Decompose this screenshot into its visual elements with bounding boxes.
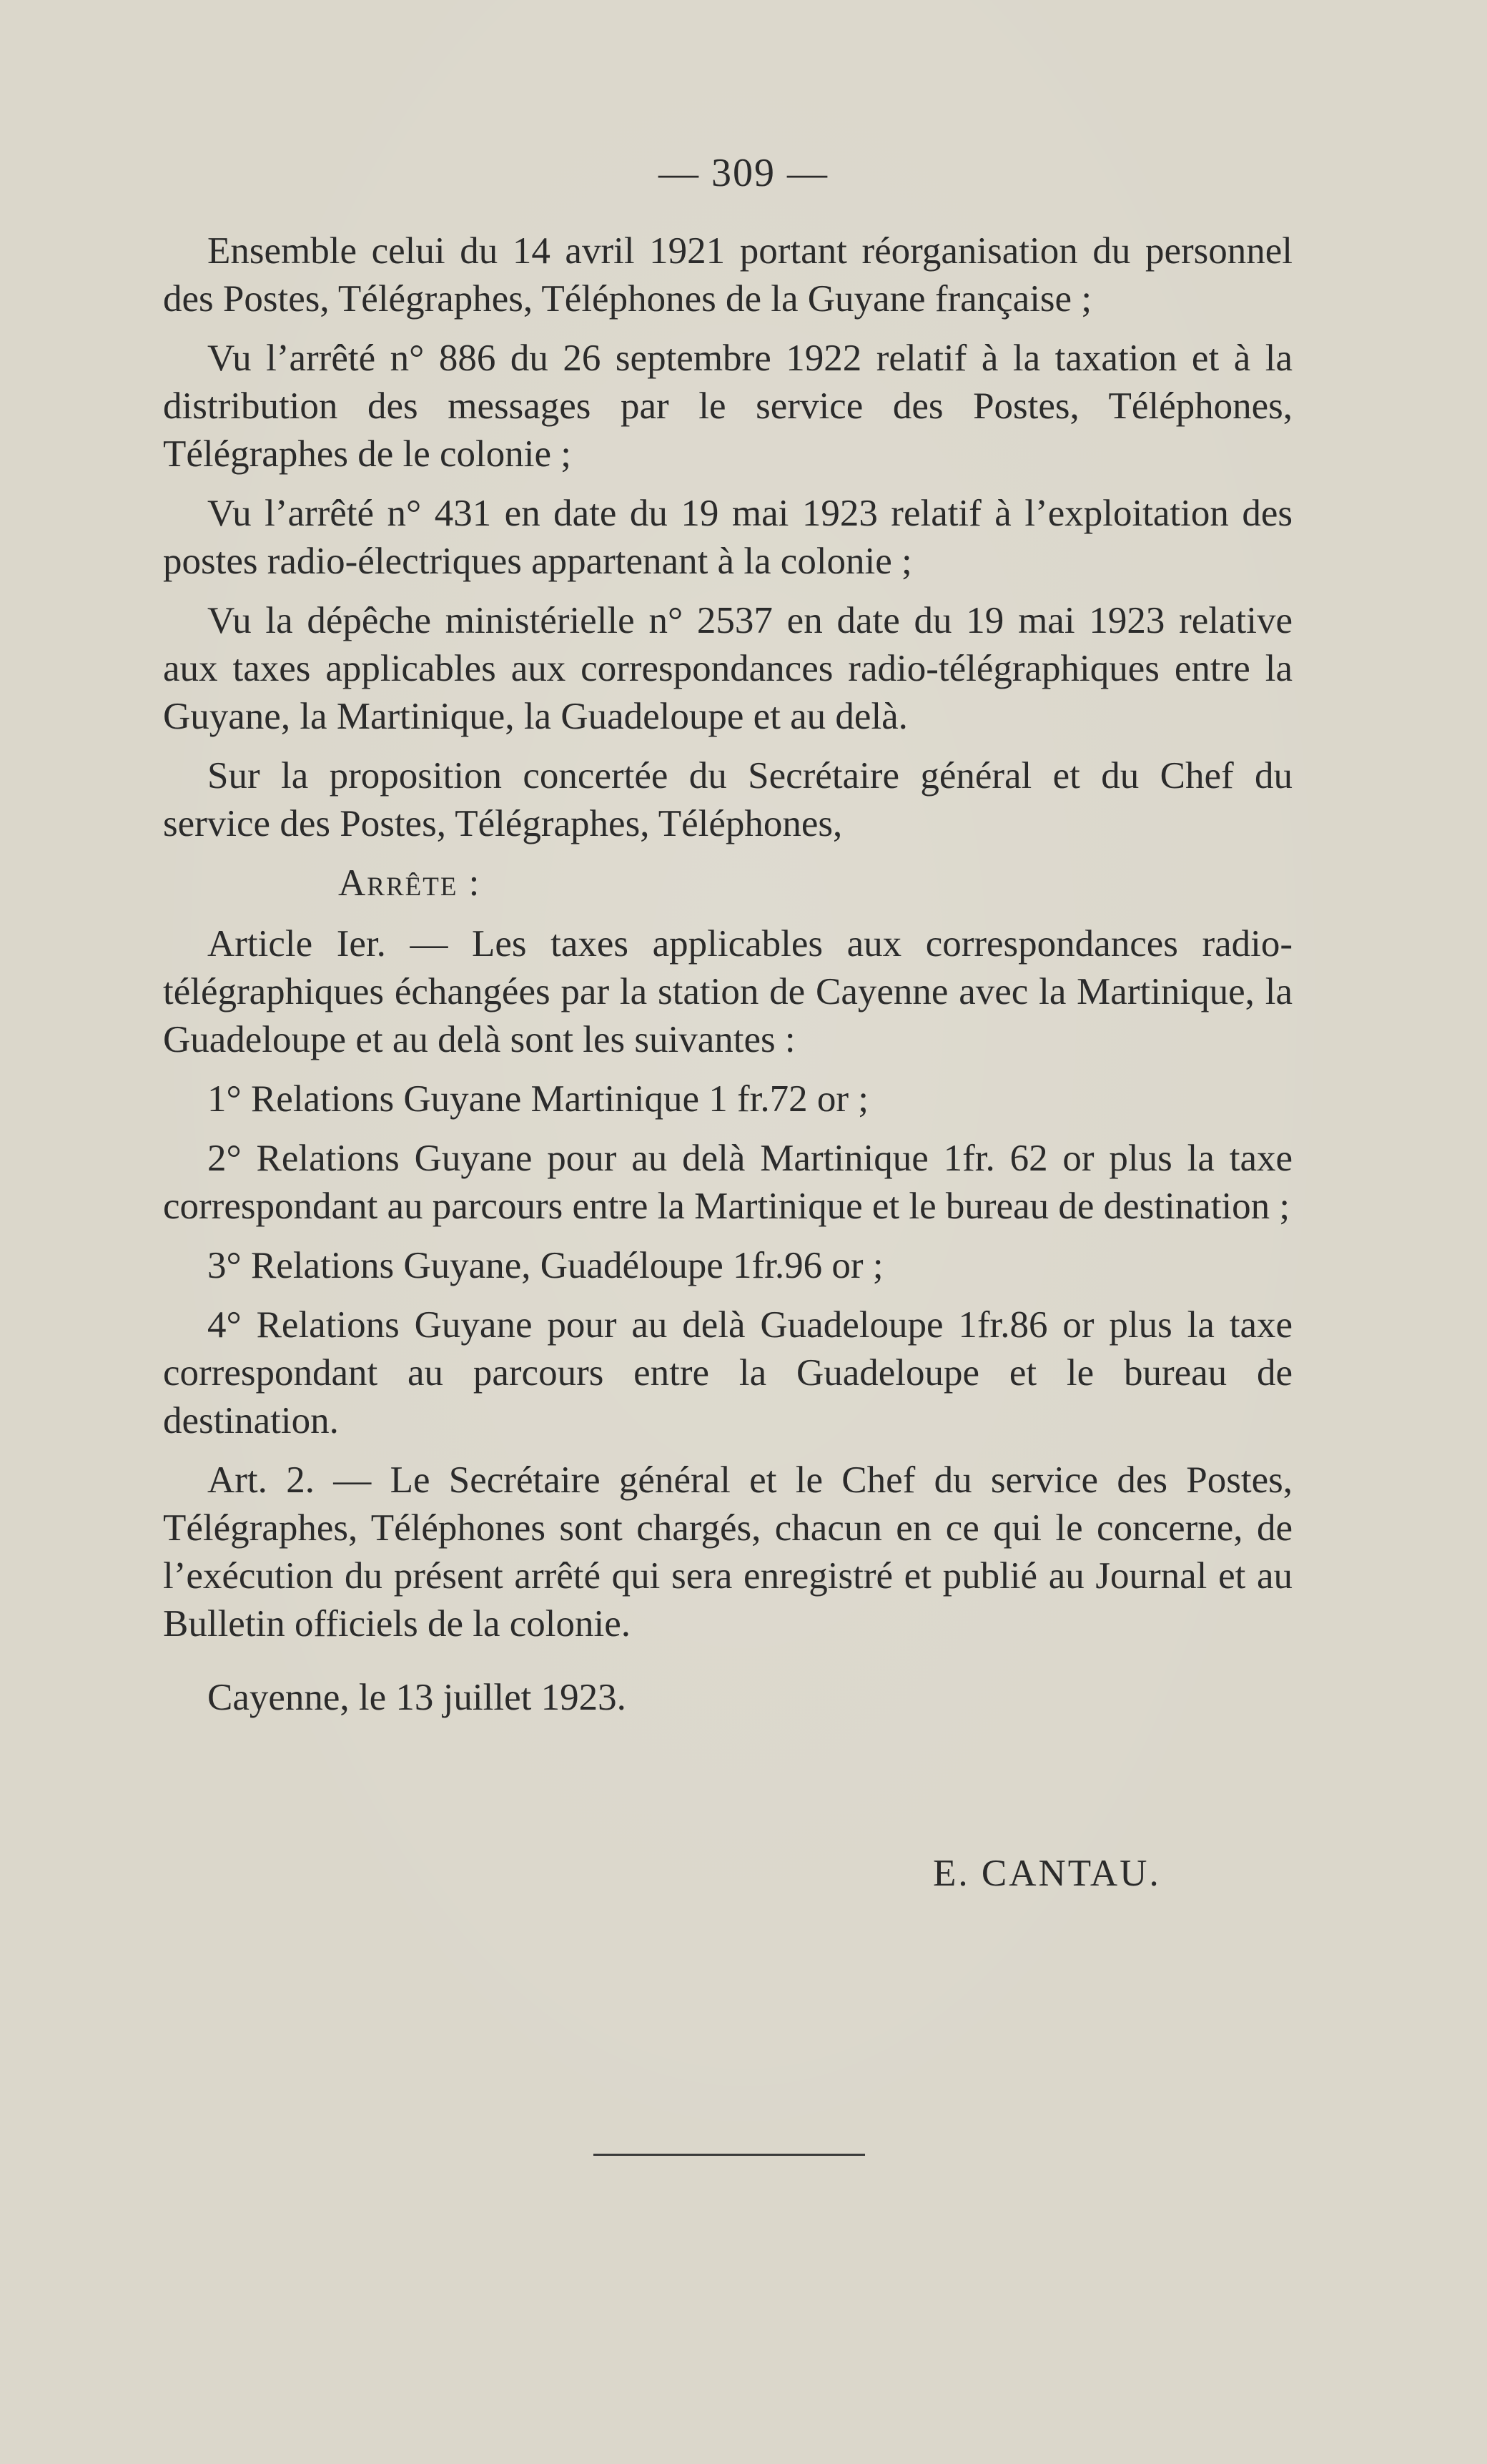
page-number: — 309 — [658,151,829,195]
separator-rule [593,2154,865,2156]
paragraph-ensemble: Ensemble celui du 14 avril 1921 portant réorganisation du personnel des Postes, Télégraphes, Téléphones de la Guyane française ; [163,230,1293,320]
paragraph-proposition: Sur la proposition concertée du Secrétaire général et du Chef du service des Postes, Télégraphes, Téléphones, [163,755,1293,844]
item-2-beyond-martinique: 2° Relations Guyane pour au delà Martinique 1fr. 62 or plus la taxe correspondant au parcours entre la Martinique et le bureau de destination ; [163,1138,1293,1227]
paragraph-depeche-ministerielle: Vu la dépêche ministérielle n° 2537 en date du 19 mai 1923 relative aux taxes applicables aux correspondances radio-télégraphiques entre la Guyane, la Martinique, la Guadeloupe et au delà. [163,600,1293,737]
article-2: Art. 2. — Le Secrétaire général et le Chef du service des Postes, Télégraphes, Téléphones sont chargés, chacun en ce qui le concerne, de l’exécution du présent arrêté qui sera enregistré et publié au Journal et au Bulletin officiels de la colonie. [163,1459,1293,1645]
item-1-martinique: 1° Relations Guyane Martinique 1 fr.72 or ; [207,1078,869,1120]
item-3-guadeloupe: 3° Relations Guyane, Guadéloupe 1fr.96 or ; [207,1245,884,1286]
arrete-heading: Arrête : [338,862,481,904]
item-4-beyond-guadeloupe: 4° Relations Guyane pour au delà Guadeloupe 1fr.86 or plus la taxe correspondant au parcours entre la Guadeloupe et le bureau de destination. [163,1304,1293,1442]
signature: E. CANTAU. [933,1853,1161,1894]
paragraph-arrete-431: Vu l’arrêté n° 431 en date du 19 mai 1923 relatif à l’exploitation des postes radio-électriques appartenant à la colonie ; [163,493,1293,582]
document-body [163,227,1293,1722]
place-date: Cayenne, le 13 juillet 1923. [207,1677,626,1718]
article-1: Article Ier. — Les taxes applicables aux correspondances radio-télégraphiques échangées par la station de Cayenne avec la Martinique, la Guadeloupe et au delà sont les suivantes : [163,923,1293,1060]
paragraph-arrete-886: Vu l’arrêté n° 886 du 26 septembre 1922 relatif à la taxation et à la distribution des messages par le service des Postes, Téléphones, Télégraphes de le colonie ; [163,337,1293,475]
